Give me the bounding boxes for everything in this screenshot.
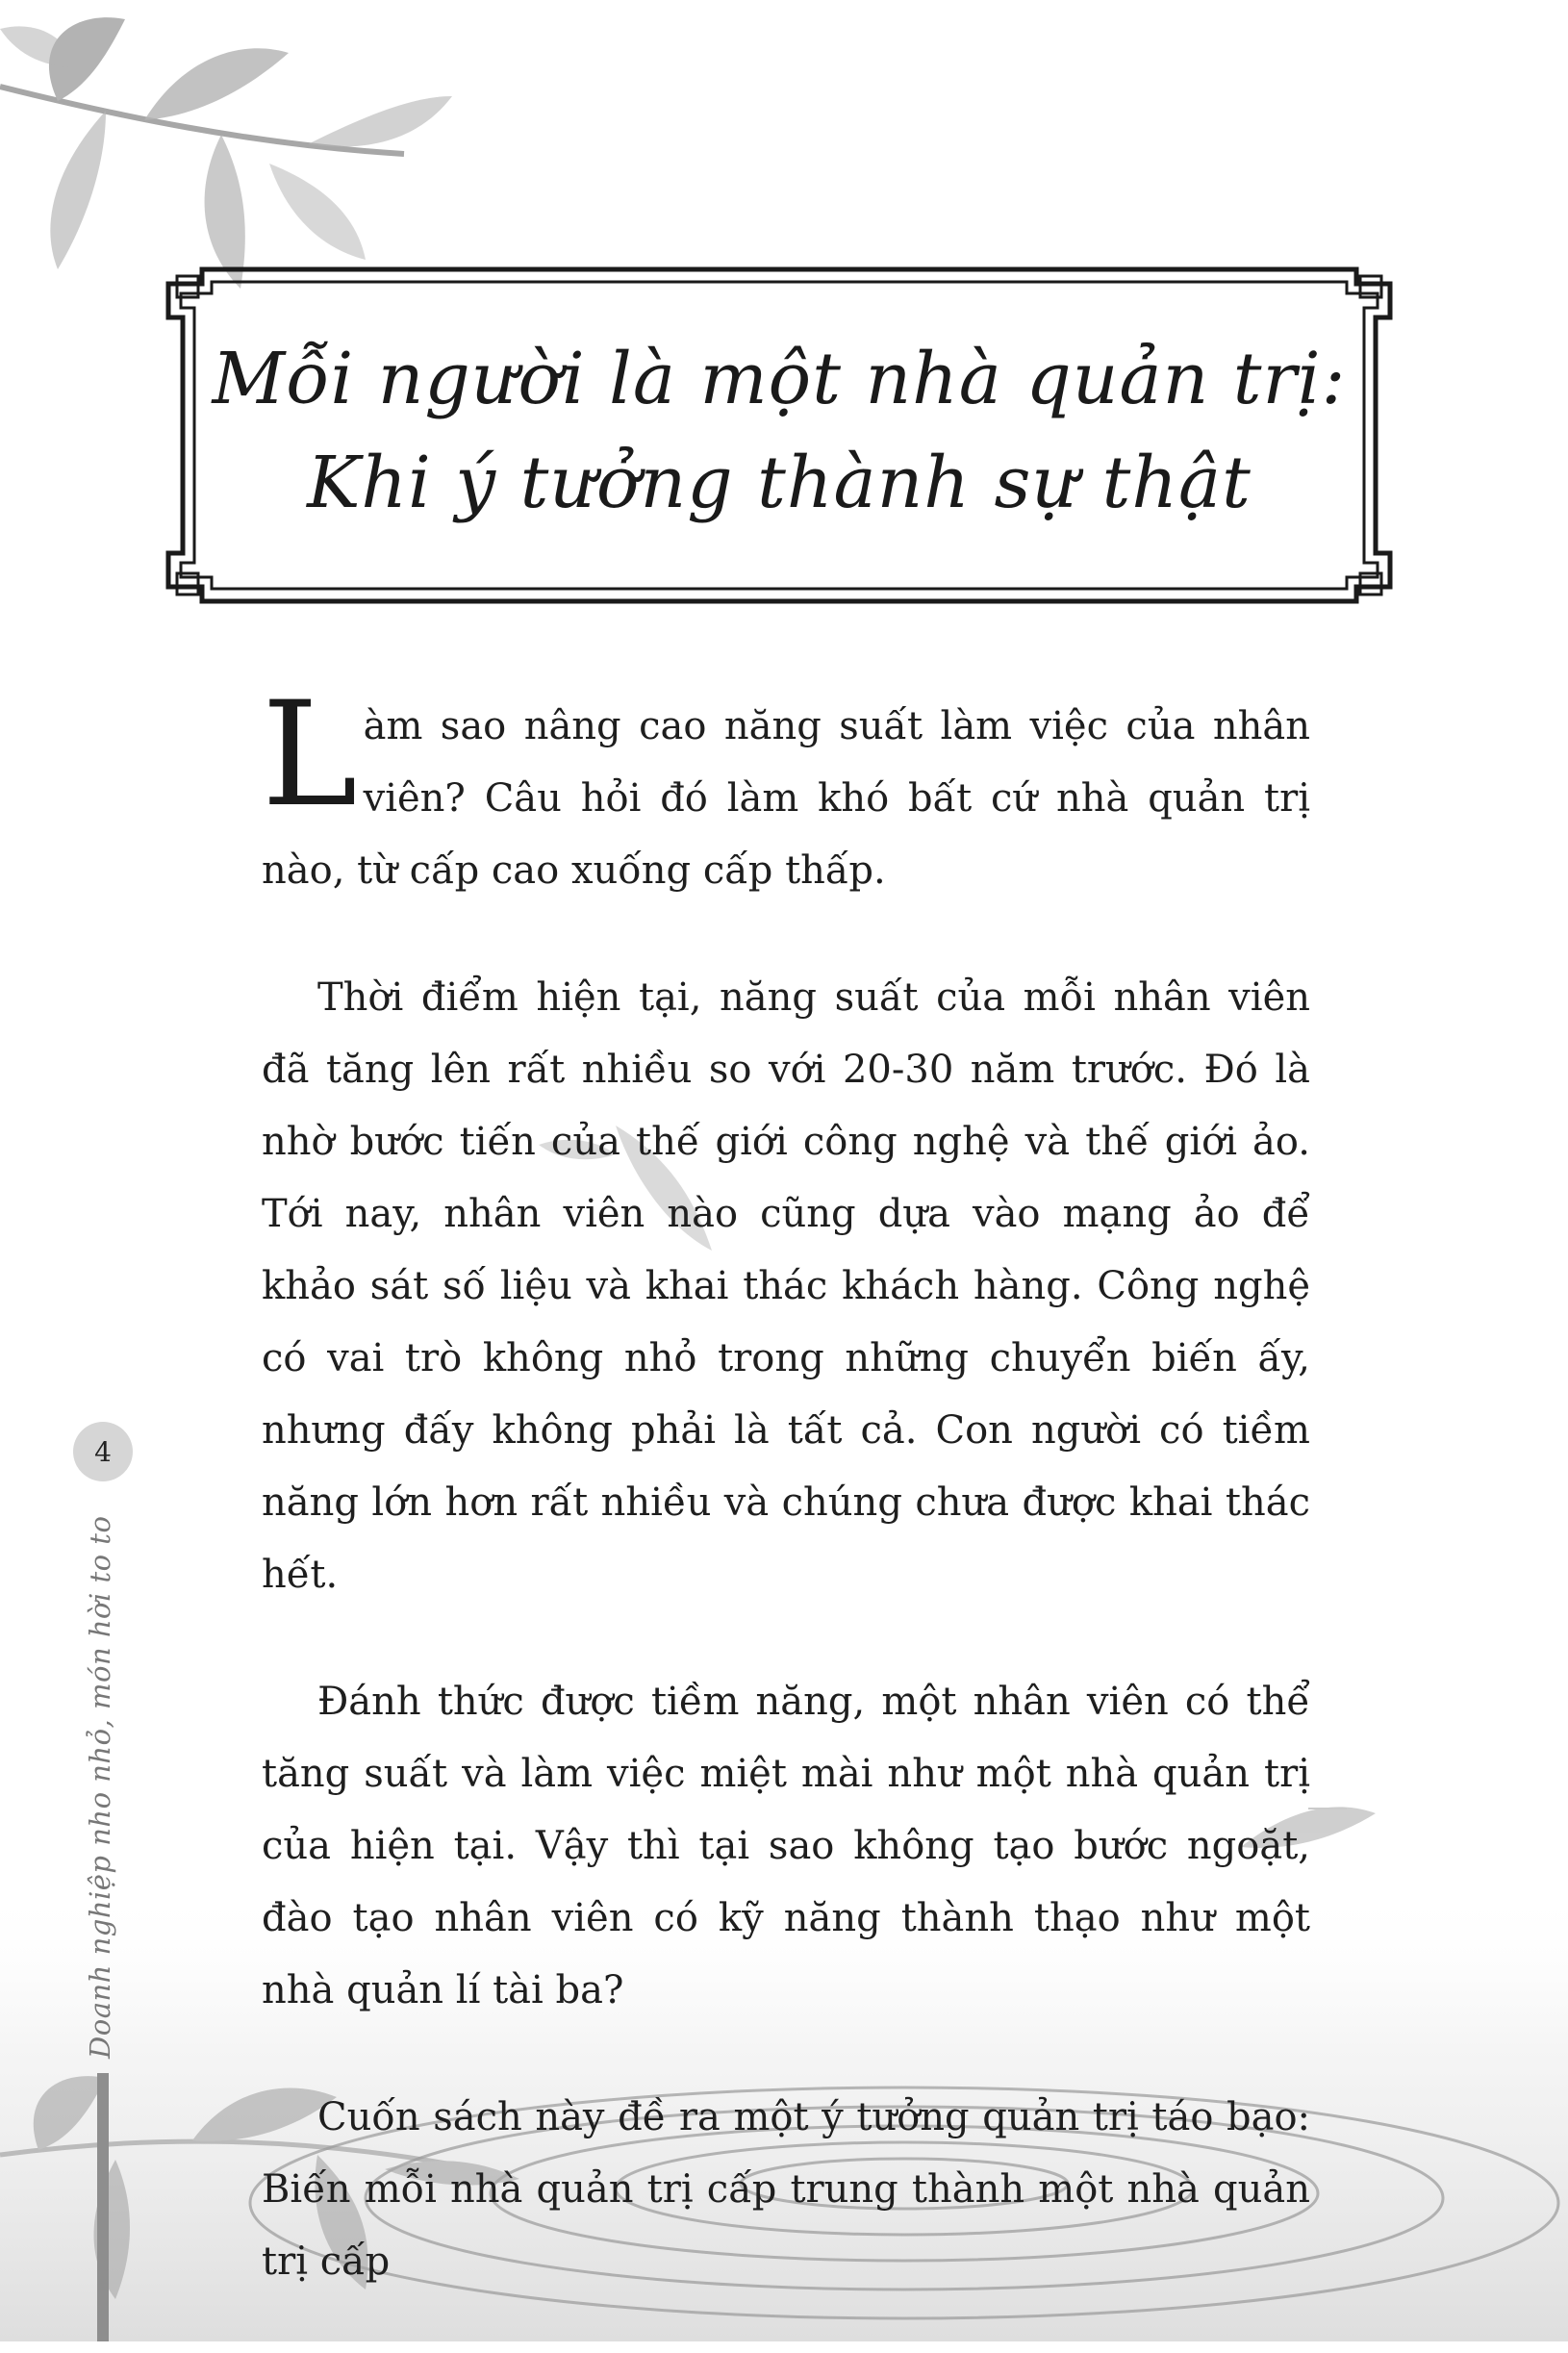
page-number: 4 bbox=[73, 1422, 133, 1481]
paragraph-3: Đánh thức được tiềm năng, một nhân viên có thể tăng suất và làm việc miệt mài như một nhà quản trị của hiện tại. Vậy thì tại sao không tạo bước ngoặt, đào tạo nhân viên có kỹ năng thành thạo như một nhà quản lí tài ba? bbox=[262, 1680, 1310, 2012]
paragraph-1 bbox=[262, 671, 1310, 907]
body-text bbox=[262, 671, 1310, 2353]
paragraph-2: Thời điểm hiện tại, năng suất của mỗi nhân viên đã tăng lên rất nhiều so với 20-30 năm trước. Đó là nhờ bước tiến của thế giới công nghệ và thế giới ảo. Tới nay, nhân viên nào cũng dựa vào mạng ảo để khảo sát số liệu và khai thác khách hàng. Công nghệ có vai trò không nhỏ trong những chuyển biến ấy, nhưng đấy không phải là tất cả. Con người có tiềm năng lớn hơn rất nhiều và chúng chưa được khai thác hết. bbox=[262, 975, 1310, 1597]
drop-cap: L bbox=[262, 671, 358, 839]
running-title-text: Doanh nghiệp nho nhỏ, món hời to to bbox=[84, 1515, 116, 2059]
chapter-title-line-2: Khi ý tưởng thành sự thật bbox=[307, 442, 1252, 524]
paragraph-1-text: àm sao nâng cao năng suất làm việc của nhân viên? Câu hỏi đó làm khó bất cứ nhà quản trị nào, từ cấp cao xuống cấp thấp. bbox=[262, 704, 1310, 893]
chapter-title-line-1: Mỗi người là một nhà quản trị: bbox=[212, 338, 1347, 420]
chapter-title bbox=[164, 327, 1395, 535]
side-rule bbox=[97, 2073, 109, 2341]
paragraph-4: Cuốn sách này đề ra một ý tưởng quản trị táo bạo: Biến mỗi nhà quản trị cấp trung thành một nhà quản trị cấp bbox=[262, 2095, 1310, 2284]
bamboo-leaves-top-left-icon bbox=[0, 17, 452, 289]
